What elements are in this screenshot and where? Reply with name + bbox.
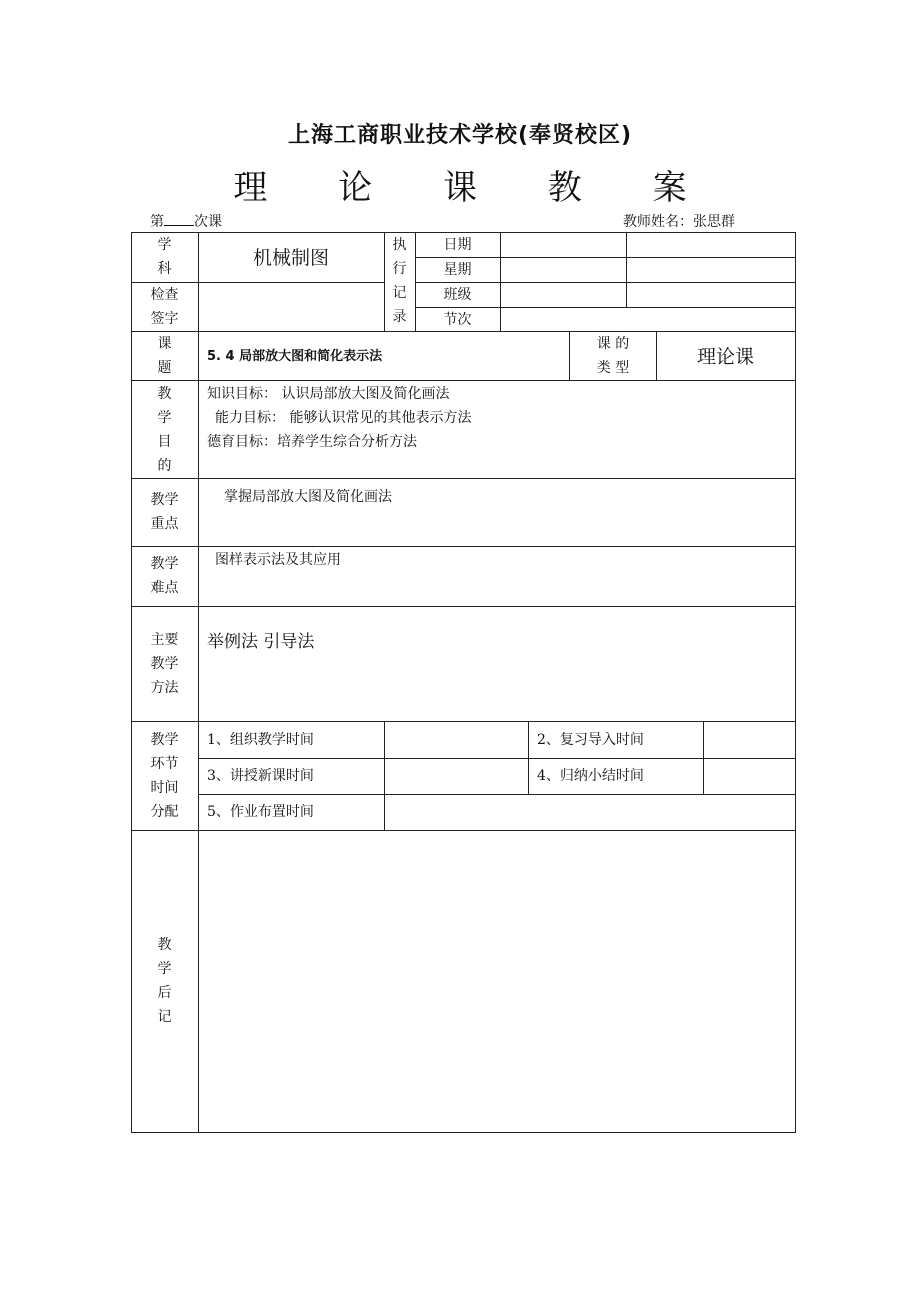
subject-label-line-1: 学 xyxy=(157,237,172,253)
exec-label-line: 记 xyxy=(392,285,407,301)
difficulty-label xyxy=(131,552,198,600)
time-label-line: 教学 xyxy=(150,732,179,748)
rule xyxy=(131,606,795,607)
difficulty-value: 图样表示法及其应用 xyxy=(215,552,341,568)
method-label-line: 主要 xyxy=(150,632,179,648)
exec-row-period: 节次 xyxy=(443,312,472,328)
rule xyxy=(703,721,704,794)
goals-label-line: 教 xyxy=(157,386,172,402)
rule xyxy=(528,721,529,794)
method-label-line: 教学 xyxy=(150,656,179,672)
after-label-line: 学 xyxy=(157,961,172,977)
teacher-name: 教师姓名：张思群 xyxy=(623,214,735,230)
after-notes-cell[interactable] xyxy=(199,831,795,1132)
after-label-line: 后 xyxy=(157,985,172,1001)
time-item-homework: 5、作业布置时间 xyxy=(207,804,314,820)
check-label-line-2: 签字 xyxy=(150,311,179,327)
exec-row-date: 日期 xyxy=(443,237,472,253)
subject-value: 机械制图 xyxy=(252,247,329,269)
time-item-review: 2、复习导入时间 xyxy=(537,732,644,748)
goals-label-line: 学 xyxy=(157,410,172,426)
rule xyxy=(198,758,795,759)
rule xyxy=(198,794,795,795)
subject-label xyxy=(131,233,198,281)
topic-label-line-1: 课 xyxy=(157,336,172,352)
rule xyxy=(384,721,385,830)
rule xyxy=(131,380,795,381)
topic-label xyxy=(131,332,198,380)
exec-record-label xyxy=(384,233,415,329)
time-label-line: 环节 xyxy=(150,756,179,772)
check-label-line-1: 检查 xyxy=(150,287,179,303)
key-points-label xyxy=(131,488,198,536)
exec-label-line: 执 xyxy=(392,237,407,253)
time-label-line: 分配 xyxy=(150,804,179,820)
goal-knowledge: 知识目标： 认识局部放大图及简化画法 xyxy=(207,386,450,402)
table-border-bottom xyxy=(131,1132,795,1133)
lesson-type-value: 理论课 xyxy=(696,346,754,368)
subject-label-line-2: 科 xyxy=(157,261,172,277)
goals-label-line: 的 xyxy=(157,458,172,474)
rule xyxy=(131,721,795,722)
method-value: 举例法 引导法 xyxy=(207,632,315,652)
lesson-type-label xyxy=(570,332,656,380)
check-signature-cell[interactable] xyxy=(199,283,384,331)
lesson-prefix: 第 xyxy=(150,214,164,230)
exec-row-class: 班级 xyxy=(443,287,472,303)
school-name: 上海工商职业技术学校(奉贤校区) xyxy=(287,123,633,148)
document-title: 理 论 课 教 案 xyxy=(233,168,717,208)
time-item-new-lesson: 3、讲授新课时间 xyxy=(207,768,314,784)
exec-row-weekday: 星期 xyxy=(443,262,472,278)
check-signature-label xyxy=(131,283,198,331)
topic-value: 5. 4 局部放大图和简化表示法 xyxy=(207,349,383,364)
key-label-line: 教学 xyxy=(150,492,179,508)
rule xyxy=(131,478,795,479)
exec-label-line: 行 xyxy=(392,261,407,277)
after-label-line: 记 xyxy=(157,1009,172,1025)
topic-label-line-2: 题 xyxy=(157,360,172,376)
after-label-line: 教 xyxy=(157,937,172,953)
goal-moral: 德育目标：培养学生综合分析方法 xyxy=(207,434,417,450)
exec-label-line: 录 xyxy=(392,309,407,325)
time-label-line: 时间 xyxy=(150,780,179,796)
time-item-organize: 1、组织教学时间 xyxy=(207,732,314,748)
lesson-suffix: 次课 xyxy=(194,214,222,230)
rule xyxy=(500,232,501,331)
method-label xyxy=(131,628,198,700)
time-item-summary: 4、归纳小结时间 xyxy=(537,768,644,784)
lesson-type-label-line-1: 课 的 xyxy=(596,336,630,352)
key-label-line: 重点 xyxy=(150,516,179,532)
rule xyxy=(131,546,795,547)
difficulty-label-line: 难点 xyxy=(150,580,179,596)
table-border-right xyxy=(795,232,796,1133)
key-points-value: 掌握局部放大图及简化画法 xyxy=(224,489,392,505)
difficulty-label-line: 教学 xyxy=(150,556,179,572)
method-label-line: 方法 xyxy=(150,680,179,696)
after-notes-label xyxy=(131,933,198,1029)
goals-label xyxy=(131,382,198,478)
rule xyxy=(626,232,627,307)
lesson-type-label-line-2: 类 型 xyxy=(596,360,630,376)
goal-ability: 能力目标： 能够认识常见的其他表示方法 xyxy=(215,410,472,426)
goals-label-line: 目 xyxy=(157,434,172,450)
time-allocation-label xyxy=(131,728,198,824)
